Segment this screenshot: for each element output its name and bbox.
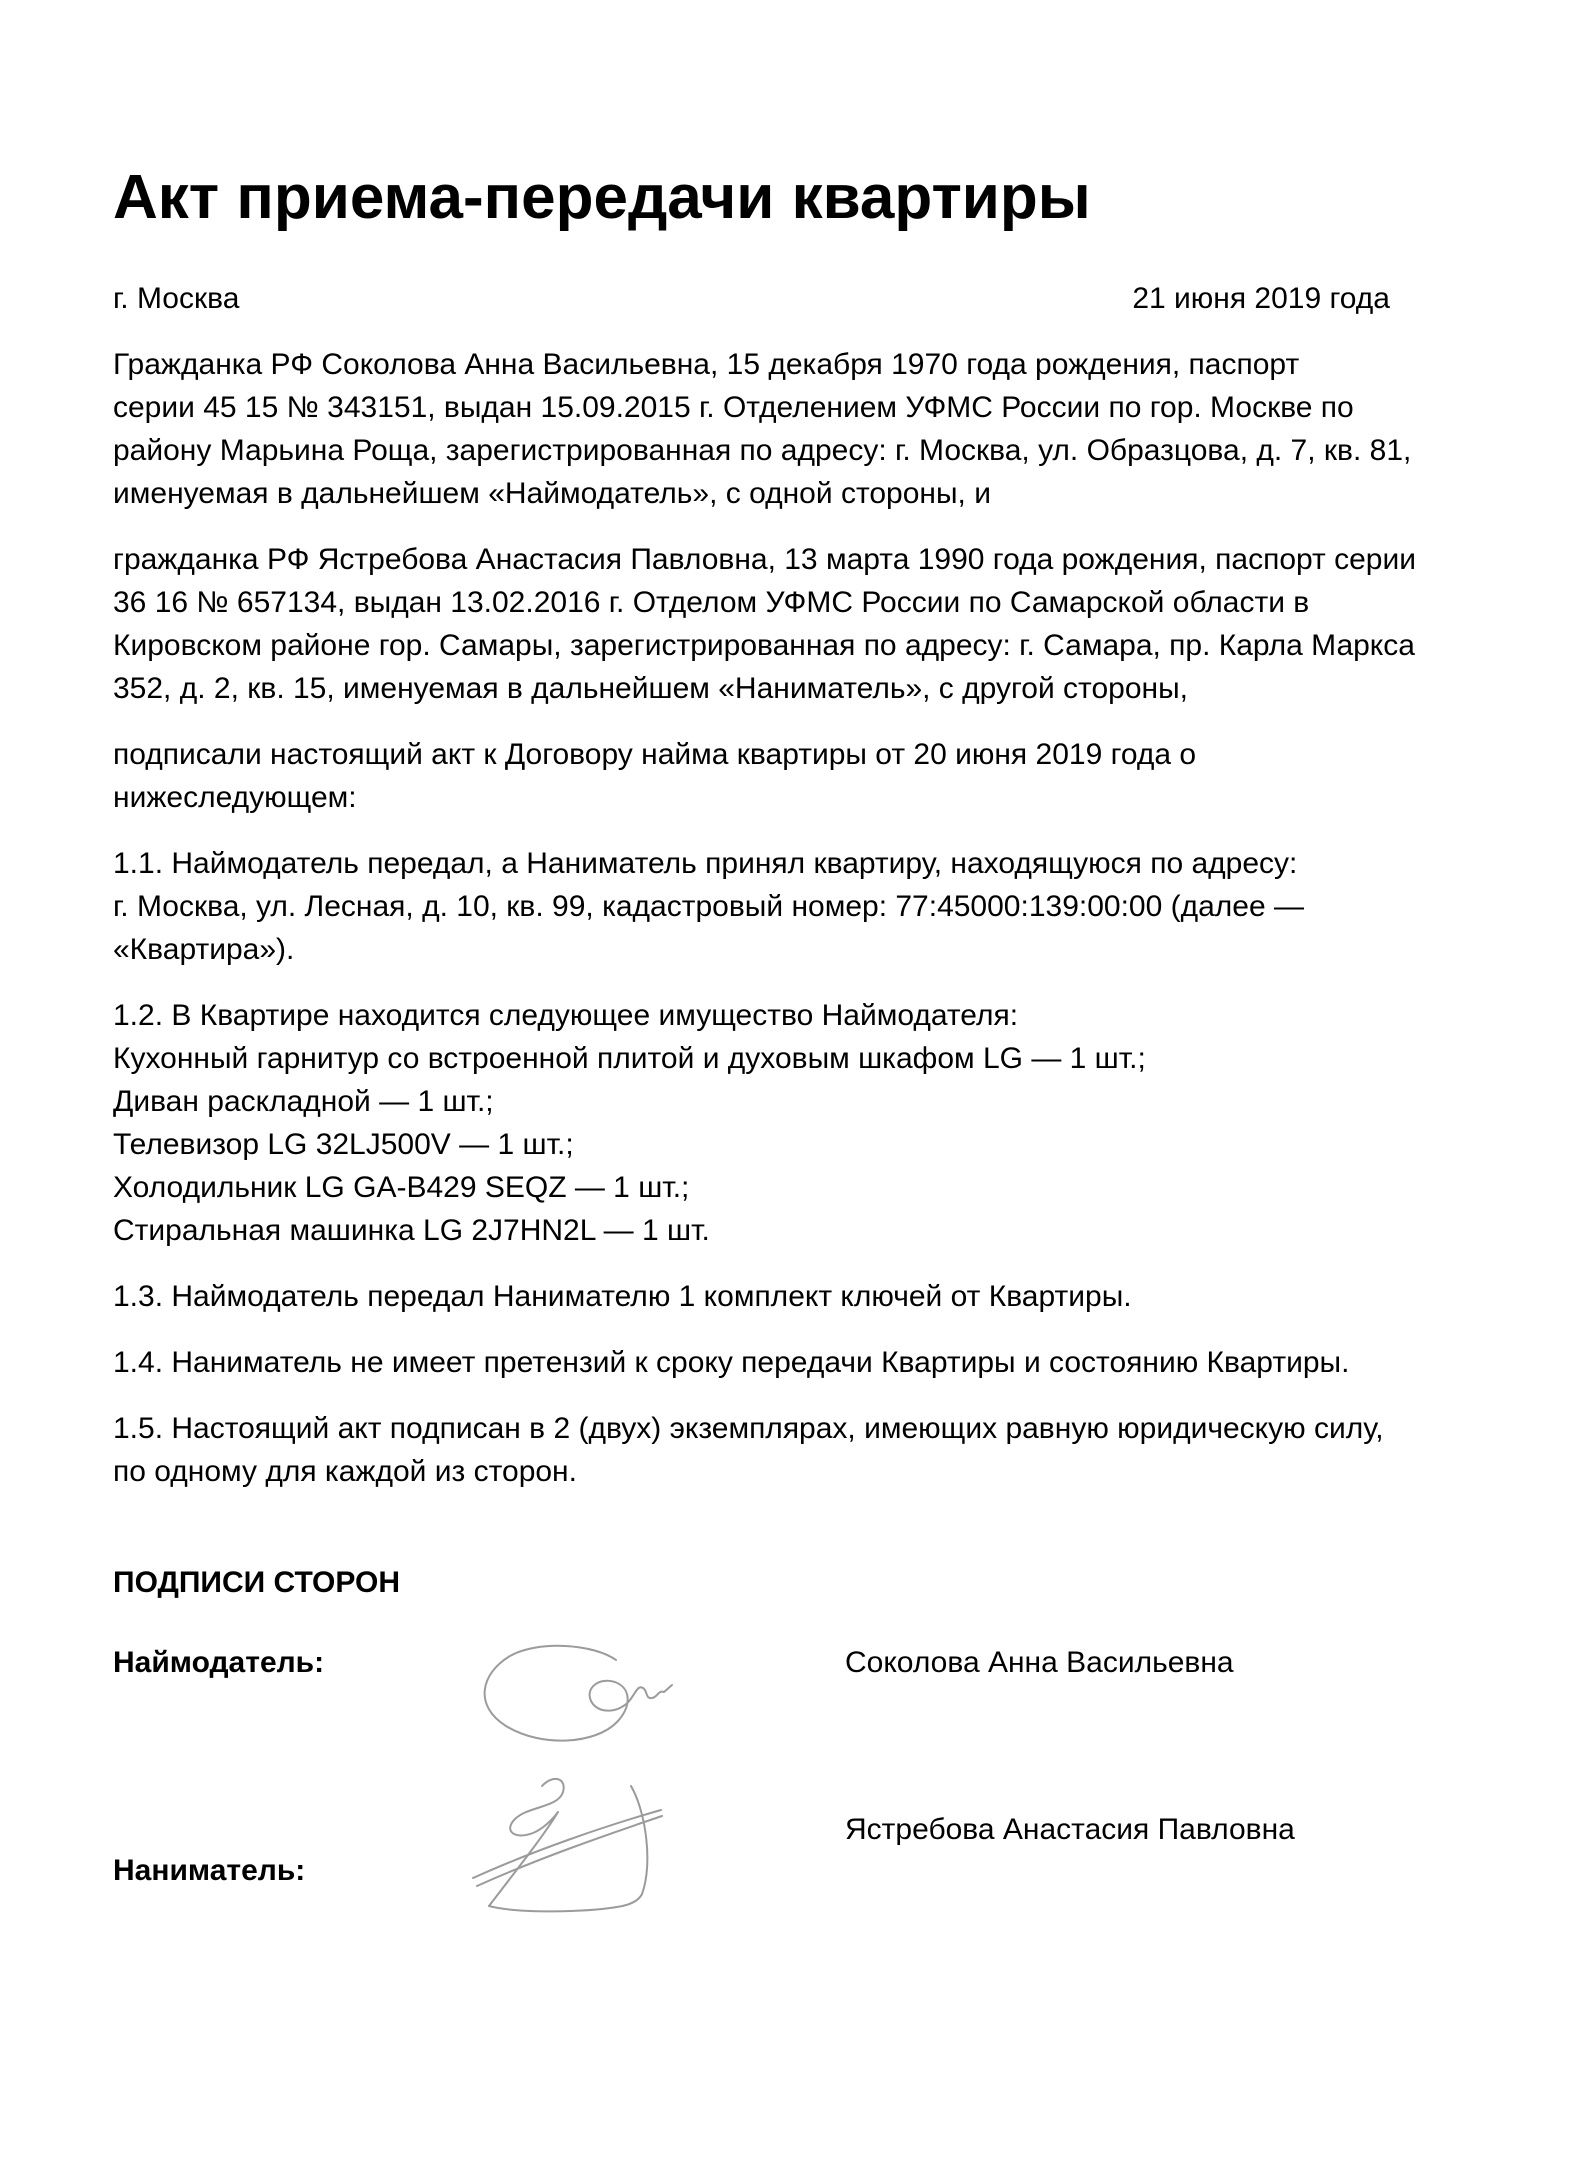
landlord-printed-name: Соколова Анна Васильевна (845, 1646, 1234, 1679)
text-line: 1.2. В Квартире находится следующее имущество Наймодателя: (113, 999, 1019, 1032)
text-line: 352, д. 2, кв. 15, именуемая в дальнейшем «Наниматель», с другой стороны, (113, 672, 1188, 705)
meta-date: 21 июня 2019 года (1132, 282, 1390, 315)
clause-1-5 (113, 1407, 1447, 1493)
text-line: Диван раскладной — 1 шт.; (113, 1085, 494, 1118)
text-line: по одному для каждой из сторон. (113, 1455, 577, 1488)
text-line: именуемая в дальнейшем «Наймодатель», с одной стороны, и (113, 477, 991, 510)
text-line: «Квартира»). (113, 933, 295, 966)
text-line: г. Москва, ул. Лесная, д. 10, кв. 99, кадастровый номер: 77:45000:139:00:00 (далее — (113, 890, 1305, 923)
text-line: подписали настоящий акт к Договору найма квартиры от 20 июня 2019 года о (113, 738, 1197, 771)
text-line: Гражданка РФ Соколова Анна Васильевна, 15 декабря 1970 года рождения, паспорт (113, 348, 1300, 381)
clause-1-4 (113, 1341, 1447, 1384)
text-line: Телевизор LG 32LJ500V — 1 шт.; (113, 1128, 574, 1161)
meta-row (113, 277, 1447, 320)
text-line: Стиральная машинка LG 2J7HN2L — 1 шт. (113, 1214, 710, 1247)
text-line: 1.4. Наниматель не имеет претензий к сроку передачи Квартиры и состоянию Квартиры. (113, 1346, 1350, 1379)
text-line: 1.1. Наймодатель передал, а Наниматель принял квартиру, находящуюся по адресу: (113, 847, 1298, 880)
text-line: Холодильник LG GA-B429 SEQZ — 1 шт.; (113, 1171, 690, 1204)
tenant-role-label: Наниматель: (113, 1854, 306, 1887)
clause-1-2-inventory (113, 994, 1447, 1252)
text-line: нижеследующем: (113, 781, 357, 814)
landlord-role-label: Наймодатель: (113, 1646, 325, 1679)
meta-city: г. Москва (113, 282, 240, 315)
paragraph-landlord-intro (113, 343, 1447, 515)
text-line: району Марьина Роща, зарегистрированная по адресу: г. Москва, ул. Образцова, д. 7, кв. 81, (113, 434, 1412, 467)
text-line: Кировском районе гор. Самары, зарегистрированная по адресу: г. Самара, пр. Карла Маркса (113, 629, 1415, 662)
paragraph-preamble (113, 733, 1447, 819)
paragraph-tenant-intro (113, 538, 1447, 710)
clause-1-3 (113, 1275, 1447, 1318)
document-title: Акт приема-передачи квартиры (113, 163, 1091, 232)
text-line: 1.3. Наймодатель передал Нанимателю 1 комплект ключей от Квартиры. (113, 1280, 1132, 1313)
landlord-signature (466, 1638, 676, 1748)
text-line: серии 45 15 № 343151, выдан 15.09.2015 г. Отделением УФМС России по гор. Москве по (113, 391, 1354, 424)
text-line: Кухонный гарнитур со встроенной плитой и духовым шкафом LG — 1 шт.; (113, 1042, 1146, 1075)
tenant-printed-name: Ястребова Анастасия Павловна (845, 1813, 1295, 1846)
text-line: 36 16 № 657134, выдан 13.02.2016 г. Отделом УФМС России по Самарской области в (113, 586, 1310, 619)
signatures-heading: ПОДПИСИ СТОРОН (113, 1566, 401, 1599)
clause-1-1 (113, 842, 1447, 971)
text-line: гражданка РФ Ястребова Анастасия Павловна, 13 марта 1990 года рождения, паспорт серии (113, 543, 1416, 576)
tenant-signature (445, 1772, 685, 1922)
text-line: 1.5. Настоящий акт подписан в 2 (двух) экземплярах, имеющих равную юридическую силу, (113, 1412, 1384, 1445)
